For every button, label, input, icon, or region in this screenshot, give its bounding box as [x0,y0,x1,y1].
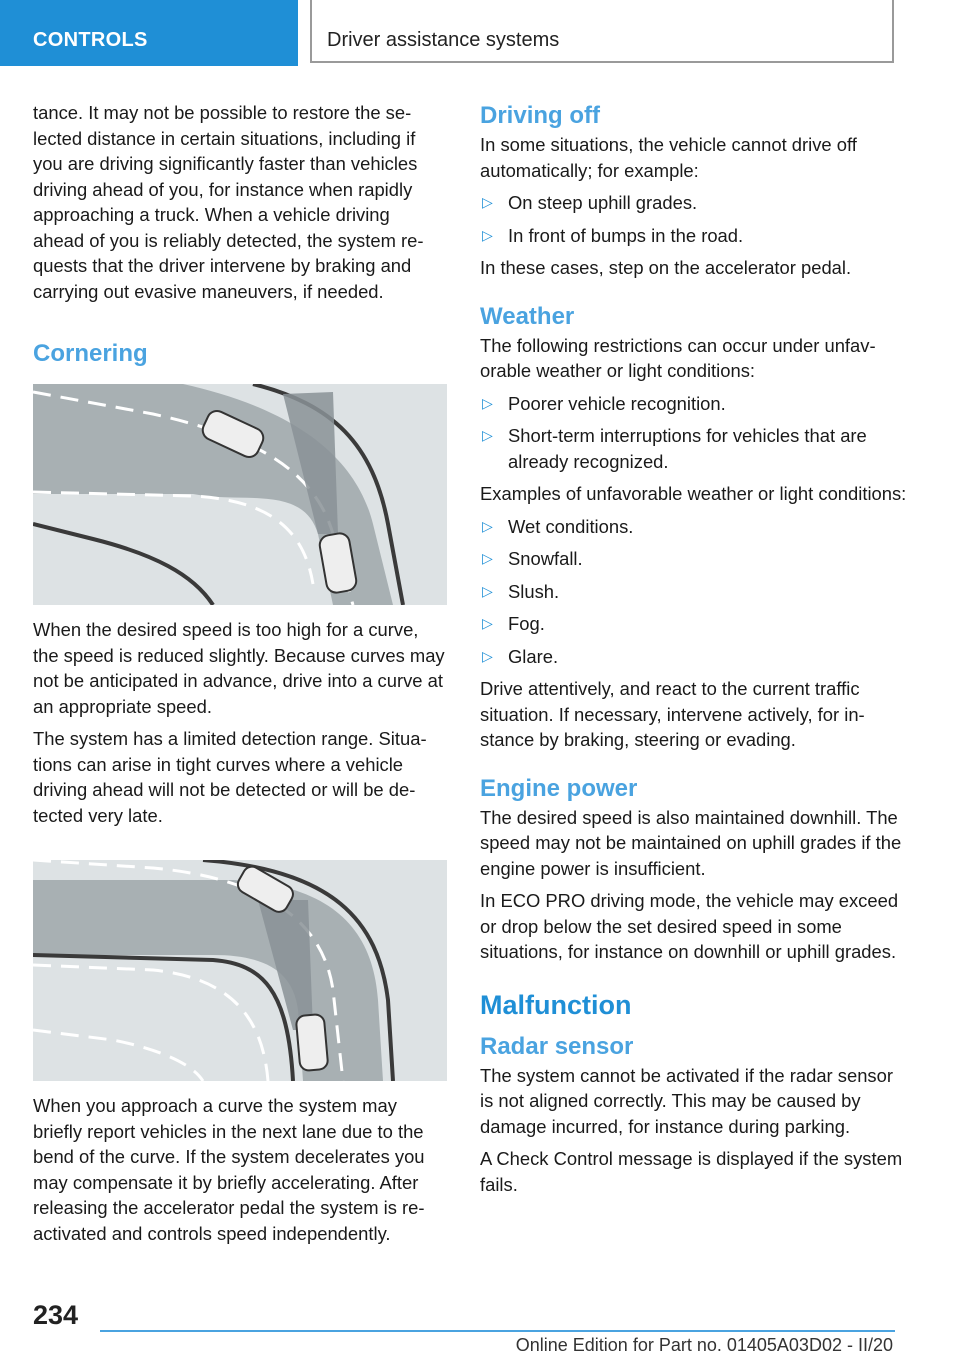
weather-examples-list [480,514,910,670]
chapter-title: Driver assistance systems [310,0,894,63]
heading-cornering: Cornering [33,340,148,367]
weather-paragraph: The following restrictions can occur under unfavorable weather or light conditions: [480,334,876,381]
cornering-paragraph-1: When the desired speed is too high for a curve, the speed is reduced slightly. Because curves may not be anticipated in advance, drive into a curve at an appropriate speed. [33,619,445,717]
page-header [0,0,960,66]
radar-paragraph-2: A Check Control message is displayed if the system fails. [480,1148,903,1195]
triangle-bullet-icon: ▷ [482,226,493,243]
footer-edition: Online Edition for Part no. 01405A03D02 - II/20 [515,1335,893,1355]
left-column [33,100,445,1253]
triangle-bullet-icon: ▷ [482,550,493,566]
triangle-bullet-icon: ▷ [482,615,493,631]
list-item: ▷ Fog. [480,611,910,637]
list-item: ▷ Poorer vehicle recognition. [480,391,910,417]
section-label: CONTROLS [0,0,298,66]
list-item: ▷ Slush. [480,579,910,605]
driving-off-paragraph: In some situations, the vehicle cannot drive off automatically; for example: [480,134,857,181]
driving-off-paragraph-2: In these cases, step on the accelerator pedal. [480,257,852,278]
triangle-bullet-icon: ▷ [482,647,493,664]
weather-paragraph-2: Examples of unfavorable weather or light conditions: [480,483,907,504]
intro-paragraph: tance. It may not be possible to restore the selected distance in certain situations, including if you are driving significantly faster than vehicles driving ahead of you, for instance when rapidly approaching a truck. When a vehicle driving ahead of you is reliably detected, the system requests that the driver intervene by braking and carrying out evasive maneuvers, if needed. [33,102,424,302]
weather-paragraph-3: Drive attentively, and react to the current traffic situation. If necessary, intervene actively, for instance by braking, steering or evading. [480,678,865,750]
cornering-paragraph-2: The system has a limited detection range. Situations can arise in tight curves where a vehicle driving ahead will not be detected or will be detected very late. [33,728,427,826]
list-item: ▷ Wet conditions. [480,514,910,540]
triangle-bullet-icon: ▷ [482,427,493,443]
list-item: ▷ Glare. [480,644,910,670]
engine-paragraph-1: The desired speed is also maintained downhill. The speed may not be maintained on uphill grades if the engine power is insufficient. [480,806,902,879]
footer-divider [100,1330,895,1332]
cornering-illustration-1 [33,384,447,605]
cornering-paragraph-3: When you approach a curve the system may briefly report vehicles in the next lane due to the bend of the curve. If the system decelerates you may compensate it by briefly accelerating. After releasing the accelerator pedal the system is reactivated and controls speed independently. [33,1095,425,1244]
page-number: 234 [33,1300,79,1330]
radar-paragraph-1: The system cannot be activated if the radar sensor is not aligned correctly. This may be caused by damage incurred, for instance during parking. [480,1064,893,1137]
triangle-bullet-icon: ▷ [482,517,493,534]
engine-paragraph-2: In ECO PRO driving mode, the vehicle may exceed or drop below the set desired speed in some situations, for instance on downhill or uphill grades. [480,890,899,962]
heading-radar-sensor: Radar sensor [480,1032,634,1060]
list-item: ▷ Snowfall. [480,546,910,572]
list-item: ▷ Short-term interruptions for vehicles that are already recognized. [482,425,867,472]
heading-driving-off: Driving off [480,102,600,129]
cornering-illustration-2 [33,860,447,1081]
weather-list [480,391,910,475]
triangle-bullet-icon: ▷ [482,194,493,210]
triangle-bullet-icon: ▷ [482,394,493,411]
right-column [480,100,910,1204]
driving-off-list [480,190,910,248]
heading-weather: Weather [480,302,575,330]
heading-engine-power: Engine power [480,774,638,802]
list-item: ▷ In front of bumps in the road. [480,223,910,249]
triangle-bullet-icon: ▷ [482,582,493,599]
list-item: ▷ On steep uphill grades. [480,190,910,216]
heading-malfunction: Malfunction [480,989,632,1020]
